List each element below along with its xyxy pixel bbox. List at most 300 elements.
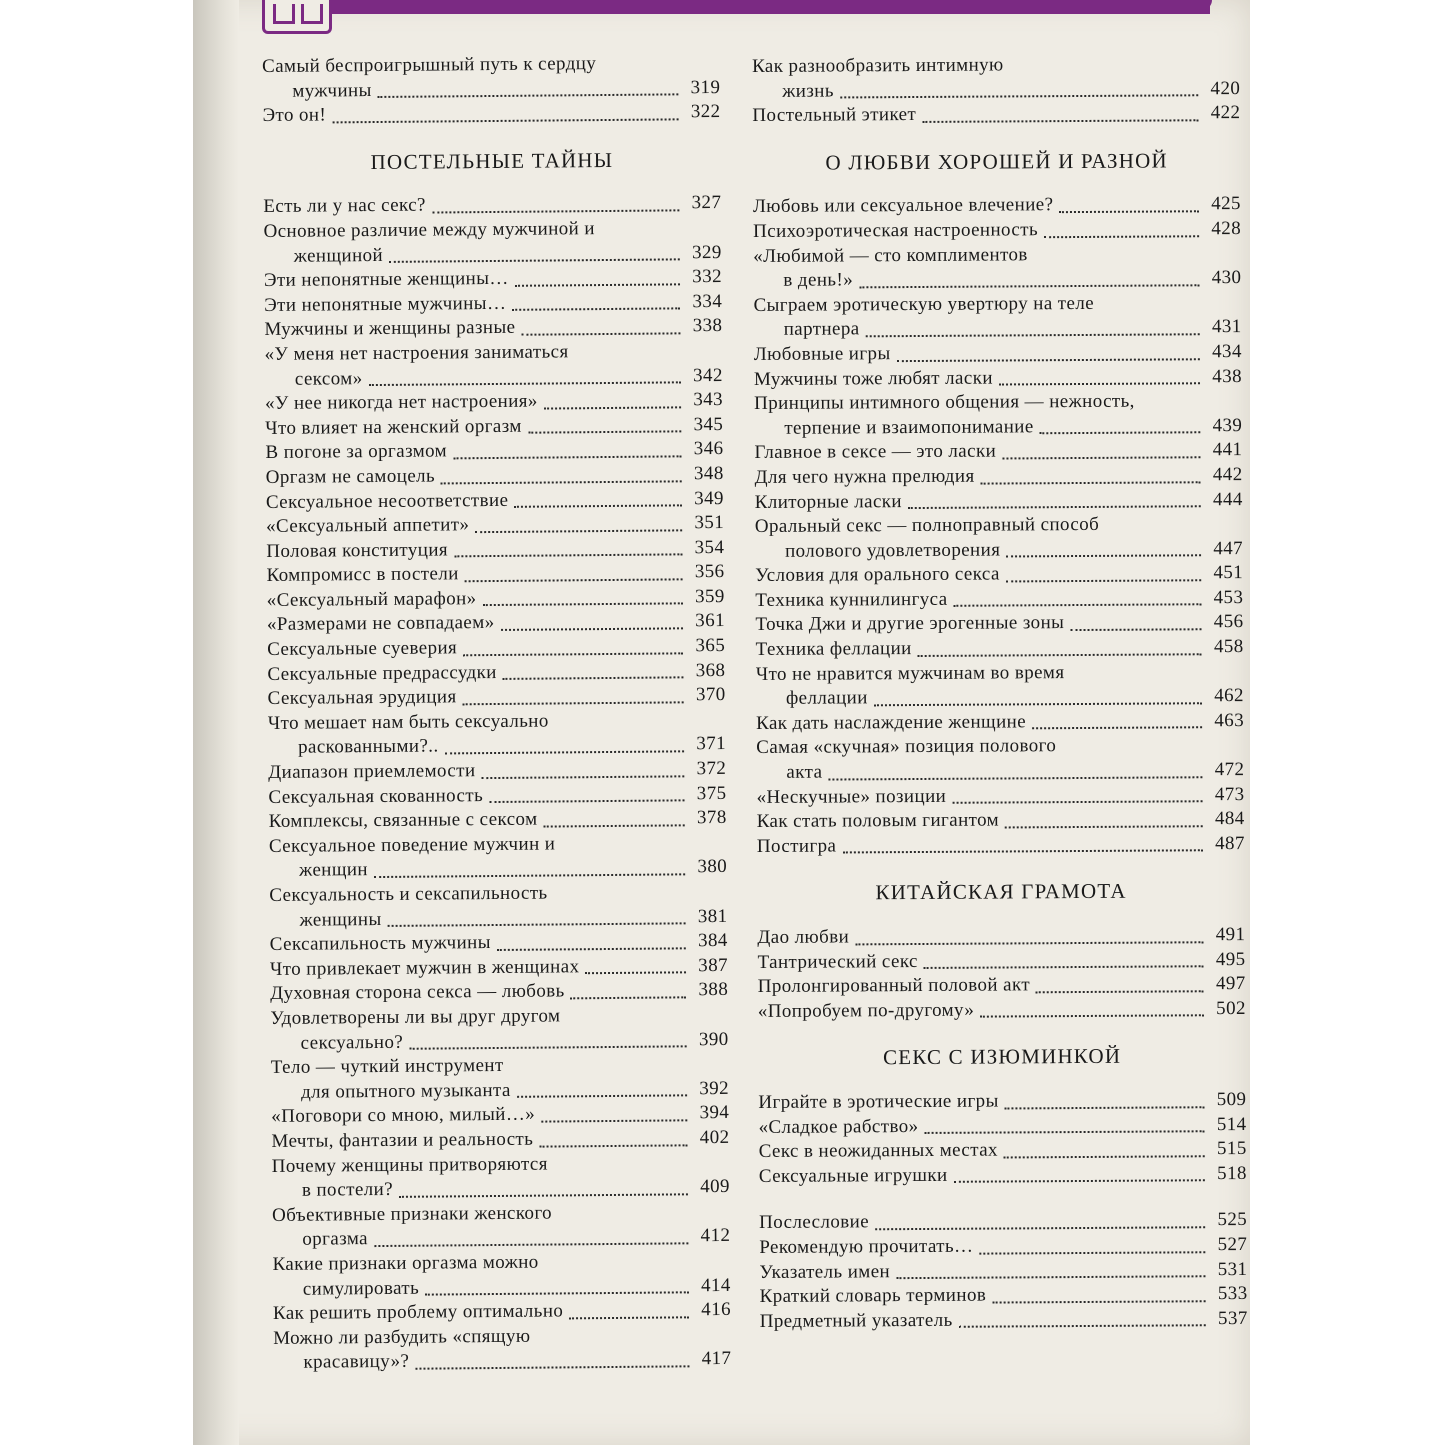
toc-page-number: 332 [692, 266, 723, 288]
toc-page-number: 381 [697, 905, 728, 927]
dot-leader [569, 1306, 689, 1319]
toc-entry [269, 831, 727, 884]
toc-entry [272, 1150, 730, 1203]
toc-entry-title: Мужчины тоже любят ласки [753, 367, 993, 390]
dot-leader [463, 691, 684, 705]
toc-entry-title: Оральный секс — полноправный способ [754, 513, 1100, 538]
toc-page-number: 515 [1216, 1138, 1247, 1160]
dot-leader [1044, 225, 1199, 238]
toc-page-number: 420 [1210, 77, 1241, 99]
toc-entry [756, 635, 1244, 663]
toc-entry-line [755, 586, 1243, 614]
toc-entry-line [754, 340, 1242, 368]
dot-leader [959, 1315, 1206, 1329]
toc-entry-title: партнера [783, 318, 860, 341]
dot-leader [512, 298, 680, 311]
dot-leader [1036, 980, 1204, 993]
toc-entry-title: Сексуальные суеверия [267, 637, 458, 661]
toc-entry-title: Клиторные ласки [754, 490, 903, 513]
toc-page-number: 531 [1217, 1258, 1248, 1280]
toc-entry-line [752, 101, 1240, 129]
toc-entry-title: «У меня нет настроения заниматься [264, 341, 569, 365]
toc-entry-title: Удовлетворены ли вы друг другом [270, 1005, 561, 1029]
dot-leader [585, 962, 686, 975]
toc-page-number: 451 [1213, 562, 1244, 584]
toc-entry [759, 1233, 1247, 1261]
dot-leader [432, 199, 680, 213]
toc-entry-title: «Размерами не совпадаем» [266, 612, 495, 636]
toc-entry-line [758, 972, 1246, 1000]
dot-leader [475, 519, 682, 533]
toc-page-number: 338 [692, 315, 723, 337]
toc-entry-line [755, 463, 1243, 491]
toc-entry-line [753, 291, 1241, 319]
toc-entry-line [262, 100, 720, 129]
toc-entry [753, 242, 1241, 294]
dot-leader [1002, 446, 1200, 459]
toc-entry [272, 1249, 730, 1302]
toc-entry [756, 733, 1244, 785]
toc-entry-title: Самый беспроигрышный путь к сердцу [262, 53, 597, 77]
toc-entry-title: «Сексуальный аппетит» [266, 514, 470, 538]
toc-entry-title: Сыграем эротическую увертюру на теле [753, 292, 1095, 316]
dot-leader [454, 544, 682, 558]
toc-entry-title: Половая конституция [266, 539, 449, 562]
dot-leader [374, 863, 685, 878]
toc-entry-title: «Сладкое рабство» [758, 1115, 919, 1138]
toc-entry-title: Пролонгированный половой акт [757, 974, 1031, 998]
toc-entry-title: женщины [299, 908, 382, 931]
toc-page-number: 342 [693, 364, 723, 386]
toc-page-number: 428 [1211, 217, 1242, 240]
dot-leader [571, 986, 687, 999]
toc-entry-line [753, 266, 1241, 294]
toc-page-number: 462 [1214, 685, 1244, 707]
toc-entry [755, 488, 1243, 516]
dot-leader [399, 1183, 688, 1198]
section-entries [758, 1088, 1247, 1189]
toc-entry-title: феллации [785, 687, 868, 710]
toc-page-number: 414 [700, 1274, 731, 1296]
toc-entry-title: жизнь [782, 80, 834, 102]
dot-leader [501, 617, 684, 631]
toc-page-number: 368 [695, 659, 726, 681]
toc-entry-title: акта [786, 761, 823, 783]
toc-page-number: 387 [698, 954, 729, 977]
toc-page-number: 349 [694, 487, 724, 509]
toc-entry-line [756, 709, 1244, 737]
dot-leader [539, 1134, 687, 1147]
dot-leader [999, 372, 1200, 385]
dot-leader [954, 1170, 1205, 1184]
toc-entry [756, 709, 1244, 737]
toc-entry-title: Постельный этикет [752, 104, 917, 127]
toc-page-number: 495 [1215, 948, 1246, 970]
toc-page-number: 412 [700, 1225, 731, 1247]
toc-page-number: 444 [1212, 488, 1243, 510]
toc-page-number: 322 [690, 101, 721, 123]
dot-leader [332, 108, 678, 123]
toc-entry-title: Послесловие [759, 1211, 870, 1234]
dot-leader [497, 937, 686, 951]
toc-entry-line [754, 315, 1242, 343]
toc-entry-title: Что не нравится мужчинам во время [755, 661, 1065, 685]
toc-entry-title: Указатель имен [759, 1260, 891, 1283]
dot-leader [369, 371, 681, 386]
toc-entry-title: Тело — чуткий инструмент [270, 1055, 504, 1079]
toc-entry-title: Комплексы, связанные с сексом [268, 808, 538, 833]
toc-entry-title: Мечты, фантазии и реальность [271, 1128, 534, 1152]
toc-entry-title: Психоэротическая настроенность [753, 219, 1039, 242]
dot-leader [981, 471, 1201, 484]
toc-entry [755, 586, 1243, 614]
toc-entry-title: мужчины [292, 79, 372, 102]
toc-entry-title: Как разнообразить интимную [752, 54, 1004, 77]
toc-entry [759, 1208, 1247, 1236]
toc-entry-line [759, 1208, 1247, 1236]
toc-entry-title: Техника куннилингуса [755, 588, 948, 611]
toc-page-number: 365 [695, 635, 726, 657]
toc-page-number: 334 [692, 290, 723, 313]
toc-entry-line [757, 948, 1245, 976]
toc-entry [759, 1137, 1247, 1165]
dot-leader [415, 1355, 689, 1369]
dot-leader [918, 643, 1202, 657]
toc-entry-title: Мужчины и женщины разные [264, 317, 516, 341]
publisher-logo-icon [262, 0, 332, 34]
dot-leader [445, 740, 685, 754]
toc-entry-title: Есть ли у нас секс? [263, 194, 426, 218]
toc-entry-line [754, 438, 1242, 466]
section-title: СЕКС С ИЗЮМИНКОЙ [882, 1044, 1122, 1070]
toc-page-number: 354 [694, 536, 725, 558]
toc-page-number: 392 [699, 1077, 730, 1099]
toc-right-column [752, 52, 1248, 1334]
toc-entry-line [755, 610, 1243, 638]
dot-leader [859, 274, 1199, 288]
spacer [759, 1186, 1247, 1211]
toc-entry-title: Эти непонятные женщины… [263, 268, 509, 292]
dot-leader [980, 1005, 1204, 1018]
toc-page-number: 525 [1217, 1209, 1248, 1231]
toc-entry-line [760, 1282, 1248, 1310]
toc-entry-title: Сексуальные предрассудки [267, 661, 497, 685]
toc-page-number: 453 [1213, 586, 1244, 609]
dot-leader [528, 421, 682, 434]
toc-page-number: 384 [697, 930, 728, 952]
toc-entry-line [756, 684, 1244, 712]
toc-entry-title: красавицу»? [303, 1351, 410, 1373]
toc-entry [759, 1258, 1247, 1286]
header-color-band [330, 0, 1210, 14]
dot-leader [1040, 422, 1201, 435]
toc-page-number: 509 [1216, 1088, 1247, 1111]
toc-entry [262, 51, 720, 104]
dot-leader [425, 1281, 689, 1295]
toc-entry [757, 832, 1245, 860]
toc-entry-title: Сексуальная эрудиция [267, 686, 457, 710]
toc-entry-title: Сексапильность мужчины [269, 932, 491, 956]
toc-page-number: 417 [701, 1348, 732, 1370]
toc-entry-title: Как дать наслаждение женщине [756, 711, 1027, 734]
toc-page-number: 473 [1214, 783, 1245, 805]
toc-entry-title: Сексуальное поведение мужчин и [268, 833, 556, 857]
toc-entry-title: «Сексуальный марафон» [266, 588, 477, 611]
toc-entry [752, 52, 1240, 104]
dot-leader [992, 1290, 1205, 1303]
toc-entry [758, 1088, 1246, 1116]
toc-entry [754, 389, 1242, 441]
toc-entry-title: Краткий словарь терминов [759, 1284, 987, 1308]
toc-page-number: 372 [696, 758, 727, 780]
toc-page-number: 329 [691, 241, 722, 263]
toc-page-number: 487 [1215, 832, 1245, 854]
dot-leader [1032, 717, 1202, 730]
toc-entry-title: Диапазон приемлемости [268, 760, 476, 784]
toc-page-number: 356 [694, 561, 725, 583]
toc-page-number: 518 [1217, 1162, 1247, 1184]
toc-page-number: 409 [700, 1176, 730, 1198]
toc-entry [752, 101, 1240, 129]
dot-leader [924, 955, 1204, 969]
dot-leader [979, 1241, 1205, 1254]
toc-entry [271, 1052, 729, 1105]
toc-entry-title: Дао любви [757, 926, 850, 948]
toc-page-number: 491 [1215, 924, 1246, 946]
section-title: О ЛЮБВИ ХОРОШЕЙ И РАЗНОЙ [825, 148, 1168, 175]
toc-entry-line [757, 832, 1245, 860]
toc-entry-title: женщиной [293, 244, 384, 267]
dot-leader [875, 1216, 1205, 1230]
dot-leader [409, 1035, 687, 1049]
toc-entry-title: в день!» [783, 269, 854, 291]
toc-page-number: 438 [1212, 365, 1243, 387]
toc-left-column [262, 51, 732, 1376]
book-gutter [193, 0, 239, 1445]
toc-page-number: 502 [1216, 997, 1246, 1019]
toc-entry-title: оргазма [302, 1228, 369, 1251]
toc-entry-line [755, 537, 1243, 565]
toc-entry [754, 340, 1242, 368]
toc-right-bottom-entries [759, 1208, 1248, 1334]
section-entries [753, 192, 1245, 859]
dot-leader [521, 322, 680, 335]
toc-entry [757, 807, 1245, 835]
toc-page-number: 345 [693, 413, 724, 435]
toc-page-number: 456 [1213, 611, 1244, 633]
dot-leader [1004, 1145, 1205, 1158]
toc-entry-title: Сексуальное несоответствие [265, 489, 509, 513]
toc-entry-line [755, 512, 1243, 540]
toc-entry-line [754, 365, 1242, 393]
dot-leader [855, 931, 1203, 945]
toc-page-number: 319 [690, 76, 721, 98]
toc-entry [757, 923, 1245, 951]
toc-entry-line [757, 923, 1245, 951]
toc-page-number: 497 [1215, 973, 1246, 995]
toc-page-number: 394 [699, 1102, 730, 1124]
toc-entry [263, 216, 721, 269]
toc-page-number: 327 [691, 192, 722, 214]
toc-page-number: 370 [695, 684, 726, 706]
toc-entry-title: «У нее никогда нет настроения» [264, 390, 538, 415]
toc-entry [269, 880, 727, 933]
toc-entry-title: «Попробуем по-другому» [757, 999, 975, 1022]
toc-entry-title: симулировать [302, 1277, 420, 1300]
dot-leader [954, 594, 1202, 608]
dot-leader [481, 765, 684, 779]
toc-entry-line [756, 758, 1244, 786]
toc-page-number: 484 [1214, 808, 1245, 830]
dot-leader [503, 667, 684, 681]
dot-leader [489, 790, 684, 804]
toc-page-number: 371 [696, 733, 727, 755]
toc-page-number: 346 [693, 438, 724, 460]
toc-page-number: 422 [1210, 102, 1241, 124]
toc-entry [756, 783, 1244, 811]
dot-leader [514, 494, 682, 507]
toc-entry-title: Оргазм не самоцель [265, 465, 436, 488]
toc-entry-title: Рекомендую прочитать… [759, 1235, 974, 1258]
dot-leader [465, 568, 683, 582]
toc-entry [754, 365, 1242, 393]
toc-entry-title: Тантрический секс [757, 950, 918, 973]
toc-page-number: 343 [693, 389, 724, 411]
toc-entry [268, 708, 726, 761]
dot-leader [441, 470, 682, 484]
toc-entry [760, 1307, 1248, 1335]
toc-entry-title: Компромисс в постели [266, 563, 459, 587]
toc-entry-title: женщин [299, 859, 369, 882]
dot-leader [389, 249, 680, 264]
toc-entry-line [754, 414, 1242, 442]
dot-leader [1006, 569, 1201, 582]
toc-entry-line [756, 660, 1244, 688]
dot-leader [840, 84, 1198, 98]
dot-leader [866, 323, 1200, 337]
toc-entry [753, 217, 1241, 245]
toc-entry-line [755, 561, 1243, 589]
toc-entry [758, 972, 1246, 1000]
toc-page-number: 402 [699, 1126, 730, 1149]
toc-page-number: 439 [1212, 414, 1243, 436]
toc-entry-title: Предметный указатель [759, 1309, 953, 1332]
toc-entry-title: Техника феллации [755, 638, 912, 661]
toc-page-number: 390 [698, 1028, 729, 1050]
toc-entry-title: Сексуальная скованность [268, 784, 484, 808]
dot-leader [1059, 200, 1199, 213]
dot-leader [908, 495, 1201, 509]
toc-entry-title: полового удовлетворения [784, 539, 1001, 562]
toc-entry-line [756, 733, 1244, 761]
toc-page-number: 359 [694, 585, 725, 608]
toc-page-number: 375 [696, 782, 727, 804]
toc-entry-title: «Любимой — сто комплиментов [753, 243, 1028, 267]
toc-entry-line [754, 389, 1242, 417]
toc-entry-line [756, 635, 1244, 663]
toc-page-number: 351 [694, 512, 725, 534]
toc-entry-title: Духовная сторона секса — любовь [270, 980, 565, 1005]
toc-entry-line [758, 1113, 1246, 1141]
toc-entry-line [759, 1233, 1247, 1261]
toc-entry-title: Самая «скучная» позиция полового [756, 735, 1057, 759]
toc-entry [760, 1282, 1248, 1310]
toc-entry [755, 561, 1243, 589]
dot-leader [544, 396, 681, 409]
toc-entry-line [273, 1347, 731, 1376]
toc-entry-title: Принципы интимного общения — нежность, [754, 390, 1135, 415]
toc-entry-title: Можно ли разбудить «спящую [273, 1325, 531, 1349]
toc-entry-line [757, 807, 1245, 835]
toc-entry [753, 192, 1241, 220]
toc-page-number: 361 [695, 610, 726, 632]
section-title: КИТАЙСКАЯ ГРАМОТА [875, 879, 1127, 905]
dot-leader [922, 109, 1198, 123]
toc-entry-line [759, 1162, 1247, 1190]
toc-page-number: 472 [1214, 759, 1245, 781]
toc-entry [758, 1113, 1246, 1141]
toc-page-number: 434 [1212, 340, 1242, 363]
toc-entry-line [752, 52, 1240, 80]
dot-leader [517, 1085, 687, 1098]
toc-entry-title: терпение и взаимопонимание [784, 416, 1034, 439]
dot-leader [374, 1232, 688, 1247]
dot-leader [1005, 1096, 1205, 1109]
dot-leader [874, 692, 1202, 706]
toc-left-entries [263, 191, 731, 1375]
toc-entry-title: Что мешает нам быть сексуально [267, 710, 549, 734]
toc-entry-line [753, 192, 1241, 220]
toc-entry-title: Объективные признаки женского [272, 1202, 553, 1226]
toc-entry-title: Любовные игры [753, 343, 891, 365]
toc-entry [753, 291, 1241, 343]
toc-right-sections [753, 148, 1247, 1190]
toc-entry [757, 948, 1245, 976]
toc-entry [262, 100, 720, 129]
toc-page-number: 447 [1213, 537, 1244, 559]
toc-page-number: 537 [1217, 1307, 1248, 1329]
toc-entry-line [755, 488, 1243, 516]
toc-entry-title: Как решить проблему оптимально [272, 1300, 564, 1325]
toc-entry-line [756, 783, 1244, 811]
dot-leader [543, 814, 684, 827]
toc-entry-line [752, 77, 1240, 105]
dot-leader [828, 766, 1202, 780]
toc-entry-line [758, 997, 1246, 1025]
dot-leader [924, 1120, 1204, 1134]
section-entries [757, 923, 1246, 1024]
dot-leader [897, 348, 1200, 362]
toc-entry-title: Секс в неожиданных местах [758, 1139, 998, 1163]
toc-entry [272, 1200, 730, 1253]
toc-entry-title: для опытного музыканта [300, 1079, 511, 1103]
toc-entry [273, 1323, 731, 1376]
toc-page-number: 388 [698, 979, 729, 1001]
dot-leader [1005, 815, 1203, 828]
toc-entry-title: Что влияет на женский оргазм [265, 415, 522, 439]
toc-entry-title: Любовь или сексуальное влечение? [752, 194, 1054, 218]
toc-entry-title: Это он! [262, 104, 327, 127]
toc-entry [759, 1162, 1247, 1190]
dot-leader [378, 84, 679, 99]
toc-entry-title: Эти непонятные мужчины… [264, 292, 507, 316]
toc-page-number: 458 [1213, 636, 1244, 658]
toc-page-number: 441 [1212, 439, 1243, 461]
dot-leader [515, 273, 680, 286]
toc-entry-title: «Поговори со мною, милый…» [271, 1104, 536, 1128]
toc-page-number: 416 [701, 1299, 732, 1321]
toc-entry-title: Как стать половым гигантом [756, 809, 1000, 833]
